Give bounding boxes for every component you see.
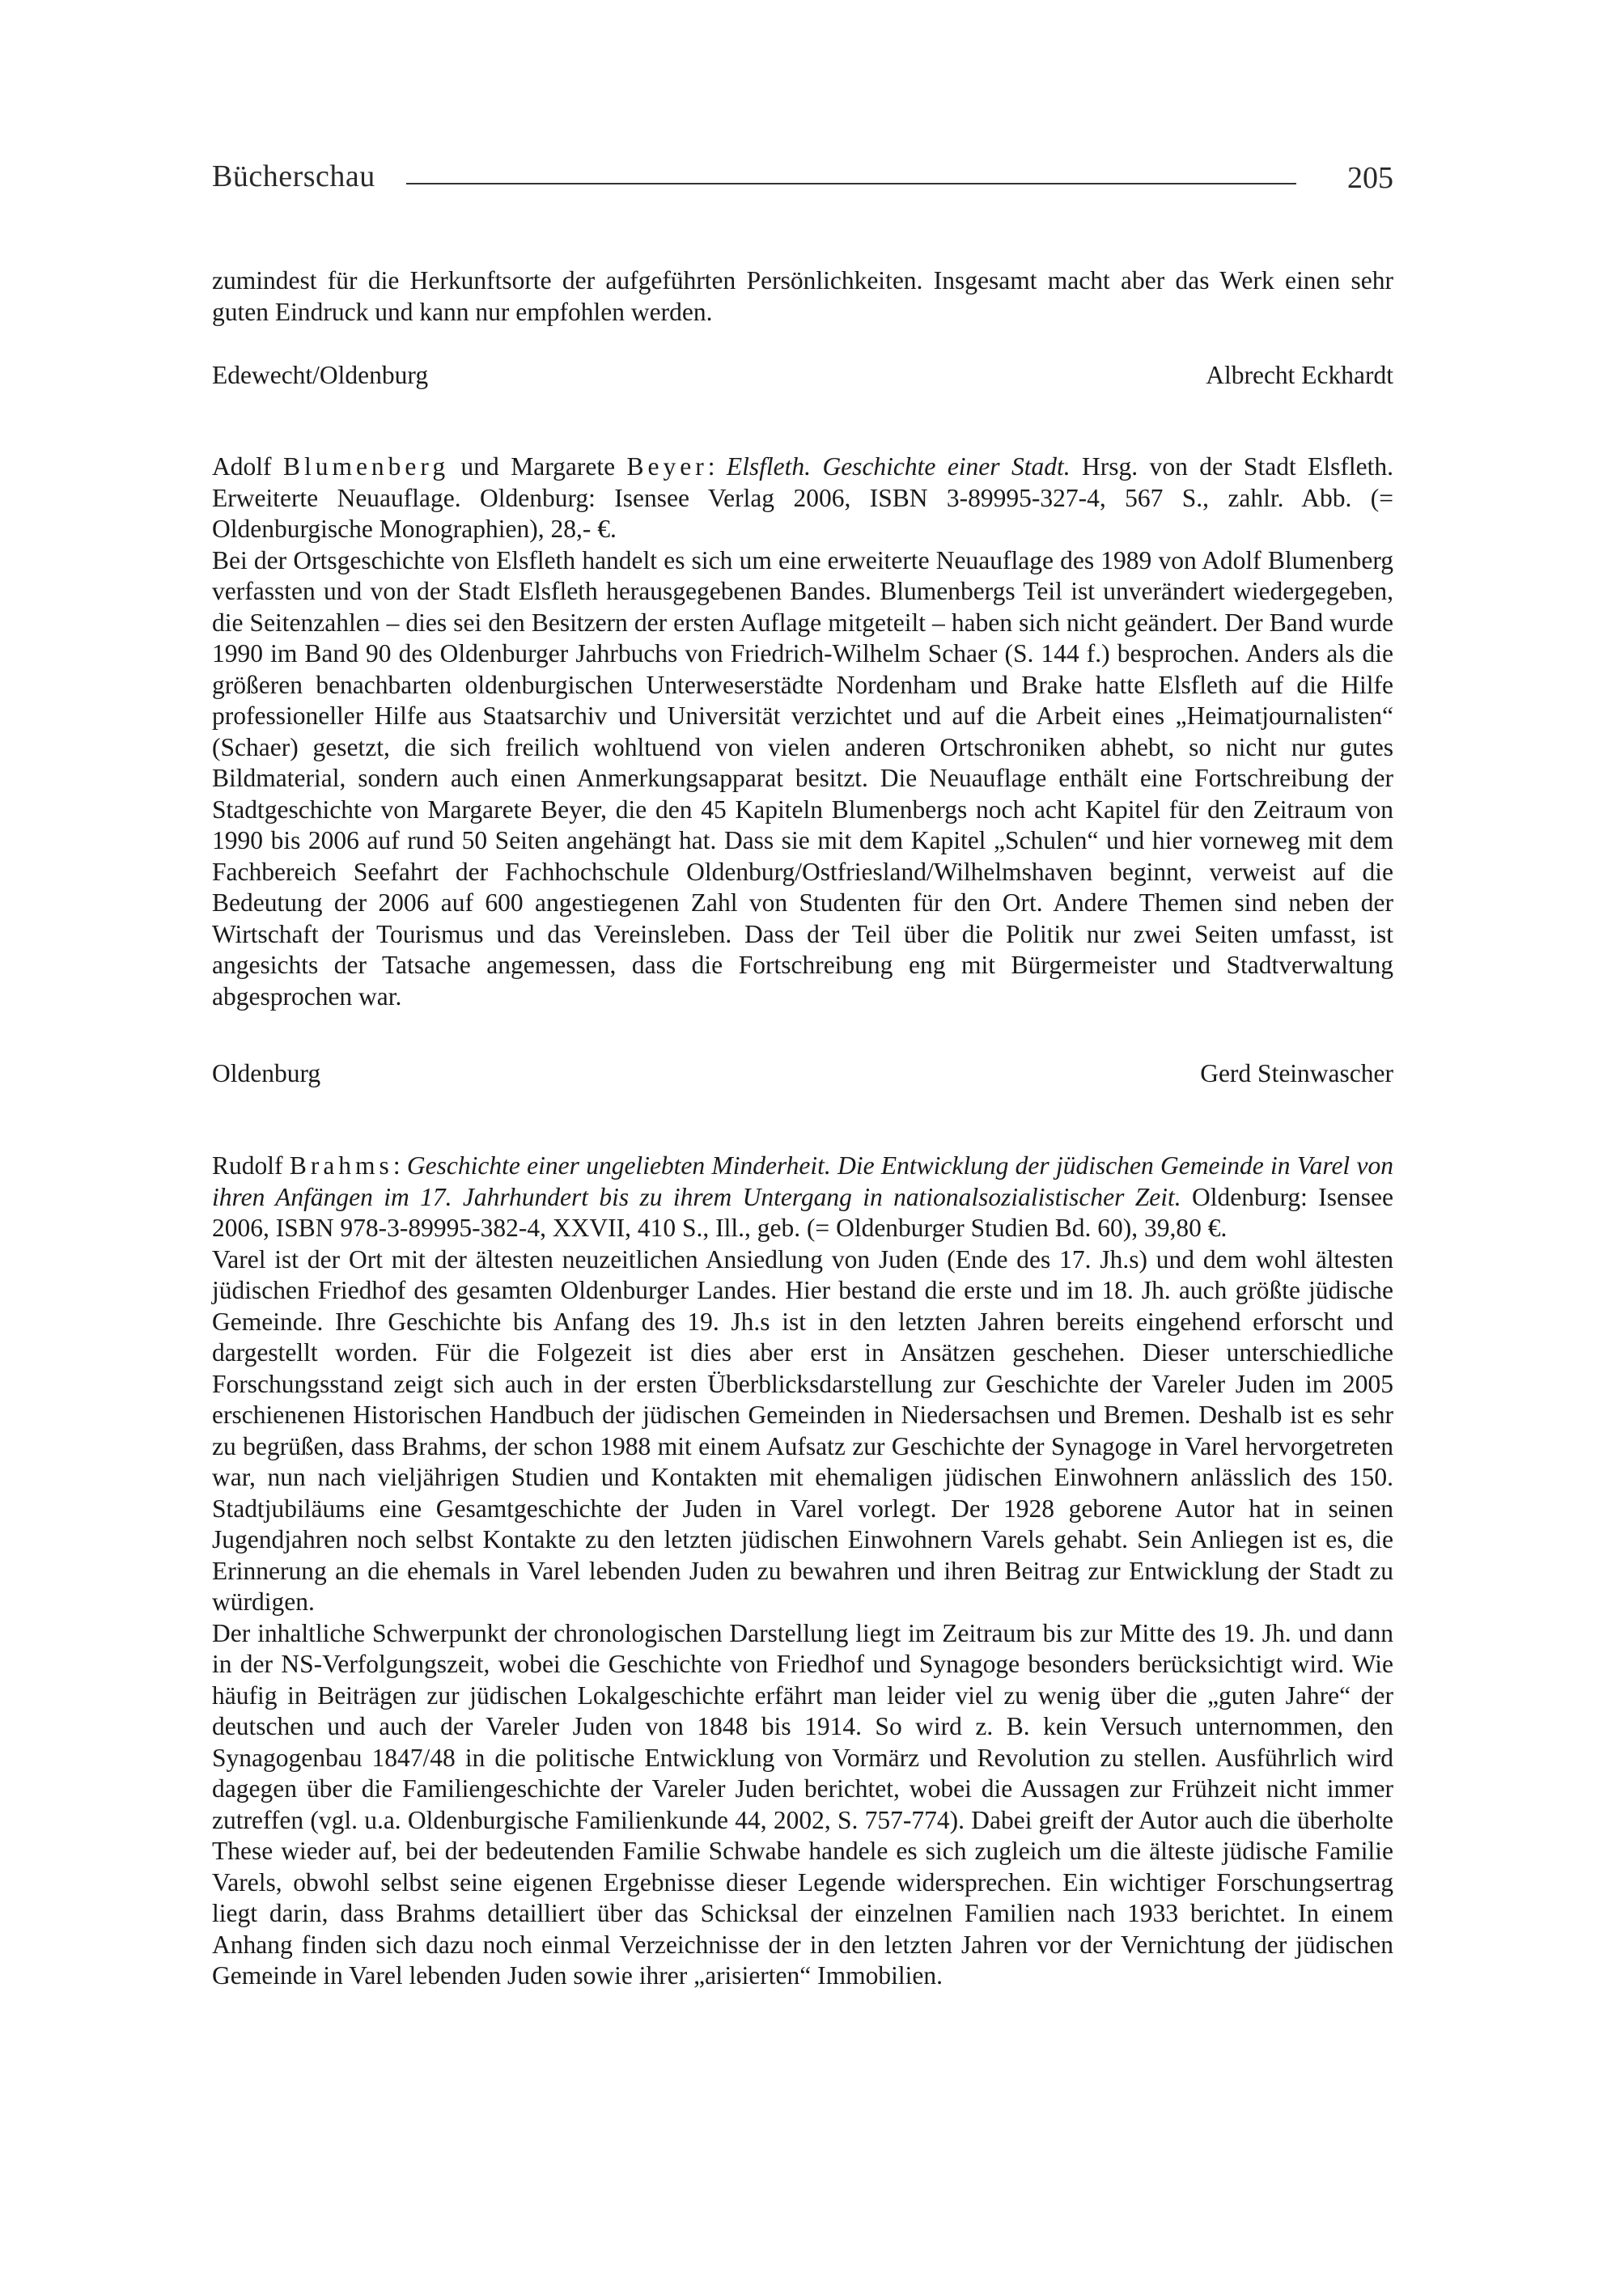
author-surname: Blumenberg (282, 452, 450, 481)
bibliographic-details: Oldenburg: Isensee 2006, ISBN 978-3-89995-382-4, XXVII, 410 S., Ill., geb. (= Oldenburger Studien Bd. 60), 39,80 €. (212, 1182, 1394, 1242)
author-first-name: Rudolf (212, 1151, 290, 1180)
review-signature (212, 1059, 1393, 1091)
book-title: Elsfleth. Geschichte einer Stadt. (726, 452, 1071, 481)
review-elsfleth (212, 451, 1393, 1012)
review-body-paragraph-1: Varel ist der Ort mit der ältesten neuzeitlichen Ansiedlung von Juden (Ende des 17. Jh.s) und dem wohl ältesten jüdischen Friedhof des gesamten Oldenburger Landes. Hier bestand die erste und im 18. Jh. auch größte jüdische Gemeinde. Ihre Geschichte bis Anfang des 19. Jh.s ist in den letzten Jahren bereits eingehend erforscht und dargestellt worden. Für die Folgezeit ist dies aber erst in Ansätzen geschehen. Dieser unterschiedliche Forschungsstand zeigt sich auch in der ersten Überblicksdarstellung zur Geschichte der Vareler Juden im 2005 erschienenen Historischen Handbuch der jüdischen Gemeinden in Niedersachsen und Bremen. Deshalb ist es sehr zu begrüßen, dass Brahms, der schon 1988 mit einem Aufsatz zur Geschichte der Synagoge in Varel hervorgetreten war, nun nach vieljährigen Studien und Kontakten mit ehemaligen jüdischen Einwohnern anlässlich des 150. Stadtjubiläums eine Gesamtgeschichte der Juden in Varel vorlegt. Der 1928 geborene Autor hat in seinen Jugendjahren noch selbst Kontakte zu den letzten jüdischen Einwohnern Varels gehabt. Sein Anliegen ist es, die Erinnerung an die ehemals in Varel lebenden Juden zu bewahren und ihren Beitrag zur Entwicklung der Stadt zu würdigen. (212, 1244, 1393, 1616)
review-body: Bei der Ortsgeschichte von Elsfleth handelt es sich um eine erweiterte Neuauflage des 1989 von Adolf Blumenberg verfassten und von der Stadt Elsfleth herausgegebenen Bandes. Blumenbergs Teil ist unverändert wiedergegeben, die Seitenzahlen – dies sei den Besitzern der ersten Auflage mitgeteilt – haben sich nicht geändert. Der Band wurde 1990 im Band 90 des Oldenburger Jahrbuchs von Friedrich-Wilhelm Schaer (S. 144 f.) besprochen. Anders als die größeren benachbarten oldenburgischen Unterweserstädte Nordenham und Brake hatte Elsfleth auf die Hilfe professioneller Hilfe aus Staatsarchiv und Universität verzichtet und auf die Arbeit eines „Heimatjournalisten“ (Schaer) gesetzt, die sich freilich wohltuend von vielen anderen Ortschroniken abhebt, so nicht nur gutes Bildmaterial, sondern auch einen Anmerkungsapparat besitzt. Die Neuauflage enthält eine Fortschreibung der Stadtgeschichte von Margarete Beyer, die den 45 Kapiteln Blumenbergs noch acht Kapitel für den Zeitraum von 1990 bis 2006 auf rund 50 Seiten angehängt hat. Dass sie mit dem Kapitel „Schulen“ und hier vorneweg mit dem Fachbereich Seefahrt der Fachhochschule Oldenburg/Ostfriesland/Wilhelmshaven beginnt, verweist auf die Bedeutung der 2006 auf 600 angestiegenen Zahl von Studenten für den Ort. Andere Themen sind neben der Wirtschaft der Tourismus und das Vereinsleben. Dass der Teil über die Politik nur zwei Seiten umfasst, ist angesichts der Tatsache angemessen, dass die Fortschreibung eng mit Bürgermeister und Stadtverwaltung abgesprochen war. (212, 545, 1393, 1011)
signature-author: Albrecht Eckhardt (1206, 361, 1393, 389)
coauthor-surname: Beyer (626, 452, 708, 481)
review-varel (212, 1151, 1393, 1992)
signature-place: Oldenburg (212, 1059, 321, 1087)
bibliographic-entry (212, 451, 1393, 545)
conjunction: und Margarete (449, 452, 627, 481)
colon: : (707, 452, 727, 481)
running-header (212, 159, 1393, 207)
bibliographic-details: Hrsg. von der Stadt Elsfleth. Erweiterte Neuauflage. Oldenburg: Isensee Verlag 2006, ISBN 3-89995-327-4, 567 S., zahlr. Abb. (= Oldenburgische Monographien), 28,- €. (212, 452, 1393, 543)
bibliographic-entry (212, 1151, 1393, 1244)
review-body-paragraph-2: Der inhaltliche Schwerpunkt der chronologischen Darstellung liegt im Zeitraum bis zur Mitte des 19. Jh. und dann in der NS-Verfolgungszeit, wobei die Geschichte von Friedhof und Synagoge besonders berücksichtigt wird. Wie häufig in Beiträgen zur jüdischen Lokalgeschichte erfährt man leider viel zu wenig über die „guten Jahre“ der deutschen und auch der Vareler Juden von 1848 bis 1914. So wird z. B. kein Versuch unternommen, den Synagogenbau 1847/48 in die politische Entwicklung von Vormärz und Revolution zu stellen. Ausführlich wird dagegen über die Familiengeschichte der Vareler Juden berichtet, wobei die Aussagen zur Frühzeit nicht immer zutreffen (vgl. u.a. Oldenburgische Familienkunde 44, 2002, S. 757-774). Dabei greift der Autor auch die überholte These wieder auf, bei der bedeutenden Familie Schwabe handele es sich zugleich um die älteste jüdische Familie Varels, obwohl selbst seine eigenen Ergebnisse dieser Legende widersprechen. Ein wichtiger Forschungsertrag liegt darin, dass Brahms detailliert über das Schicksal der einzelnen Familien nach 1933 berichtet. In einem Anhang finden sich dazu noch einmal Verzeichnisse der in den letzten Jahren vor der Vernichtung der jüdischen Gemeinde in Varel lebenden Juden sowie ihrer „arisierten“ Immobilien. (212, 1618, 1393, 1990)
previous-review-text: zumindest für die Herkunftsorte der aufgeführten Persönlichkeiten. Insgesamt macht aber das Werk einen sehr guten Eindruck und kann nur empfohlen werden. (212, 266, 1393, 326)
book-title: Geschichte einer ungeliebten Minderheit. Die Entwicklung der jüdischen Gemeinde in Varel von ihren Anfängen im 17. Jahrhundert bis zu ihrem Untergang in nationalsozialistischer Zeit. (212, 1151, 1393, 1211)
previous-review-signature (212, 361, 1393, 393)
colon: : (392, 1151, 407, 1180)
header-rule (406, 183, 1296, 184)
running-title: Bücherschau (212, 159, 375, 193)
signature-author: Gerd Steinwascher (1200, 1059, 1393, 1087)
author-surname: Brahms (289, 1151, 393, 1180)
signature-place: Edewecht/Oldenburg (212, 361, 429, 389)
page-number: 205 (1347, 161, 1393, 195)
author-first-name: Adolf (212, 452, 283, 481)
previous-review-ending (212, 265, 1393, 328)
